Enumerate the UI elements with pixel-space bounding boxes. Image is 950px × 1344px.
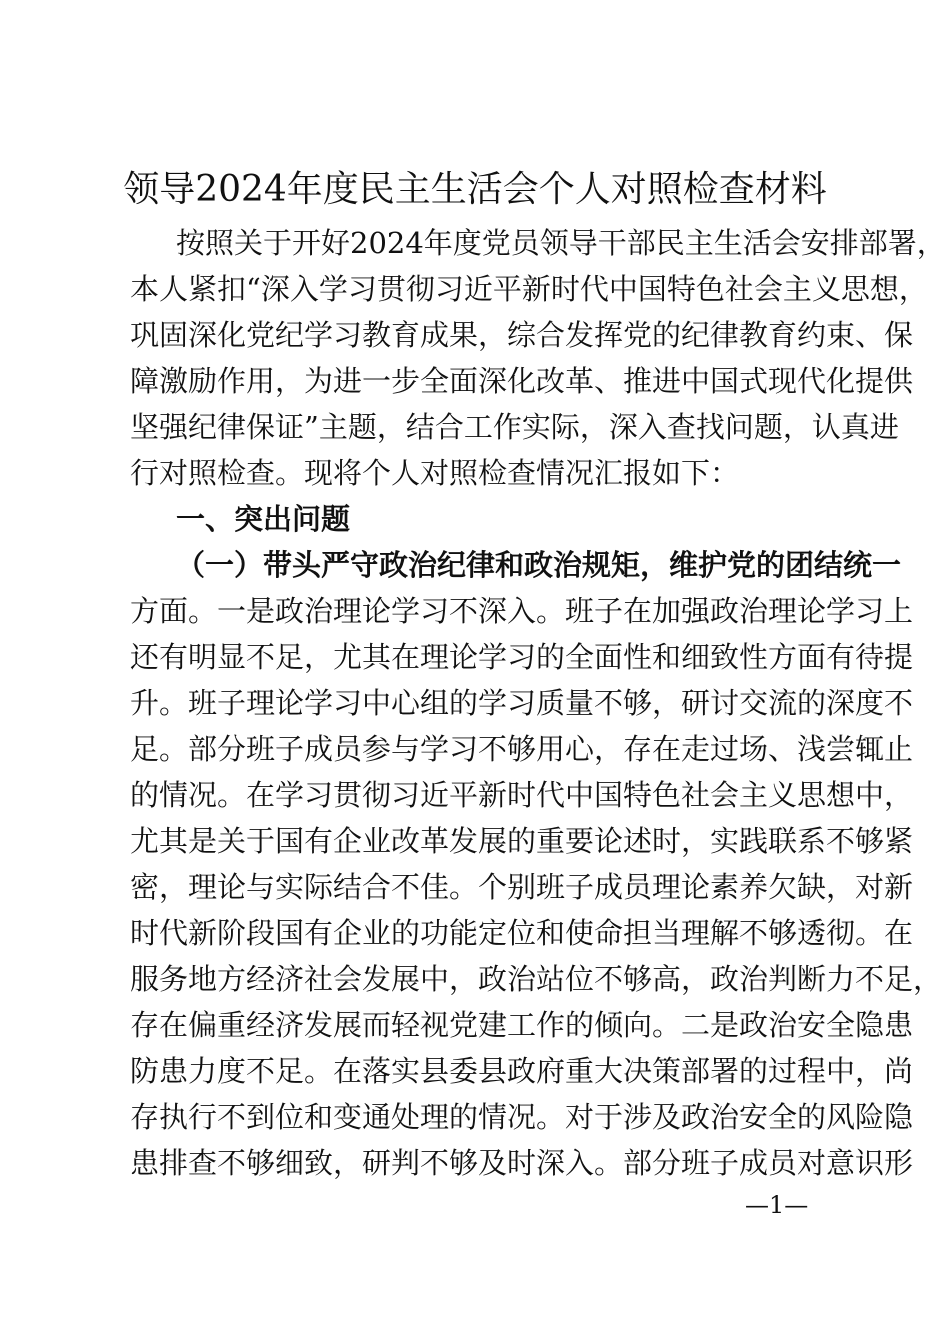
body-paragraph-line: 患排查不够细致，研判不够及时深入。部分班子成员对意识形 [130, 1146, 914, 1180]
body-paragraph-line: 服务地方经济社会发展中，政治站位不够高，政治判断力不足， [130, 962, 943, 996]
body-paragraph-line: 还有明显不足，尤其在理论学习的全面性和细致性方面有待提 [130, 640, 914, 674]
body-paragraph-line: 升。班子理论学习中心组的学习质量不够，研讨交流的深度不 [130, 686, 914, 720]
intro-paragraph-line: 行对照检查。现将个人对照检查情况汇报如下： [130, 456, 740, 490]
intro-paragraph-line: 按照关于开好2024年度党员领导干部民主生活会安排部署， [176, 226, 946, 260]
intro-paragraph-line: 本人紧扣“深入学习贯彻习近平新时代中国特色社会主义思想， [130, 272, 928, 306]
body-paragraph-line: 方面。一是政治理论学习不深入。班子在加强政治理论学习上 [130, 594, 914, 628]
body-paragraph-line: 的情况。在学习贯彻习近平新时代中国特色社会主义思想中， [130, 778, 914, 812]
body-paragraph-line: 防患力度不足。在落实县委县政府重大决策部署的过程中，尚 [130, 1054, 914, 1088]
intro-paragraph-line: 巩固深化党纪学习教育成果，综合发挥党的纪律教育约束、保 [130, 318, 914, 352]
body-paragraph-line: 足。部分班子成员参与学习不够用心，存在走过场、浅尝辄止 [130, 732, 914, 766]
body-paragraph-line: 存在偏重经济发展而轻视党建工作的倾向。二是政治安全隐患 [130, 1008, 914, 1042]
subsection-heading-line: （一）带头严守政治纪律和政治规矩，维护党的团结统一 [176, 548, 902, 582]
page-number: —1— [745, 1191, 809, 1219]
intro-paragraph-line: 障激励作用，为进一步全面深化改革、推进中国式现代化提供 [130, 364, 914, 398]
section-heading: 一、突出问题 [176, 502, 351, 536]
intro-paragraph-line: 坚强纪律保证”主题，结合工作实际，深入查找问题，认真进 [130, 410, 899, 444]
body-paragraph-line: 时代新阶段国有企业的功能定位和使命担当理解不够透彻。在 [130, 916, 914, 950]
body-paragraph-line: 尤其是关于国有企业改革发展的重要论述时，实践联系不够紧 [130, 824, 914, 858]
document-title: 领导2024年度民主生活会个人对照检查材料 [123, 169, 827, 210]
body-paragraph-line: 密，理论与实际结合不佳。个别班子成员理论素养欠缺，对新 [130, 870, 914, 904]
body-paragraph-line: 存执行不到位和变通处理的情况。对于涉及政治安全的风险隐 [130, 1100, 914, 1134]
